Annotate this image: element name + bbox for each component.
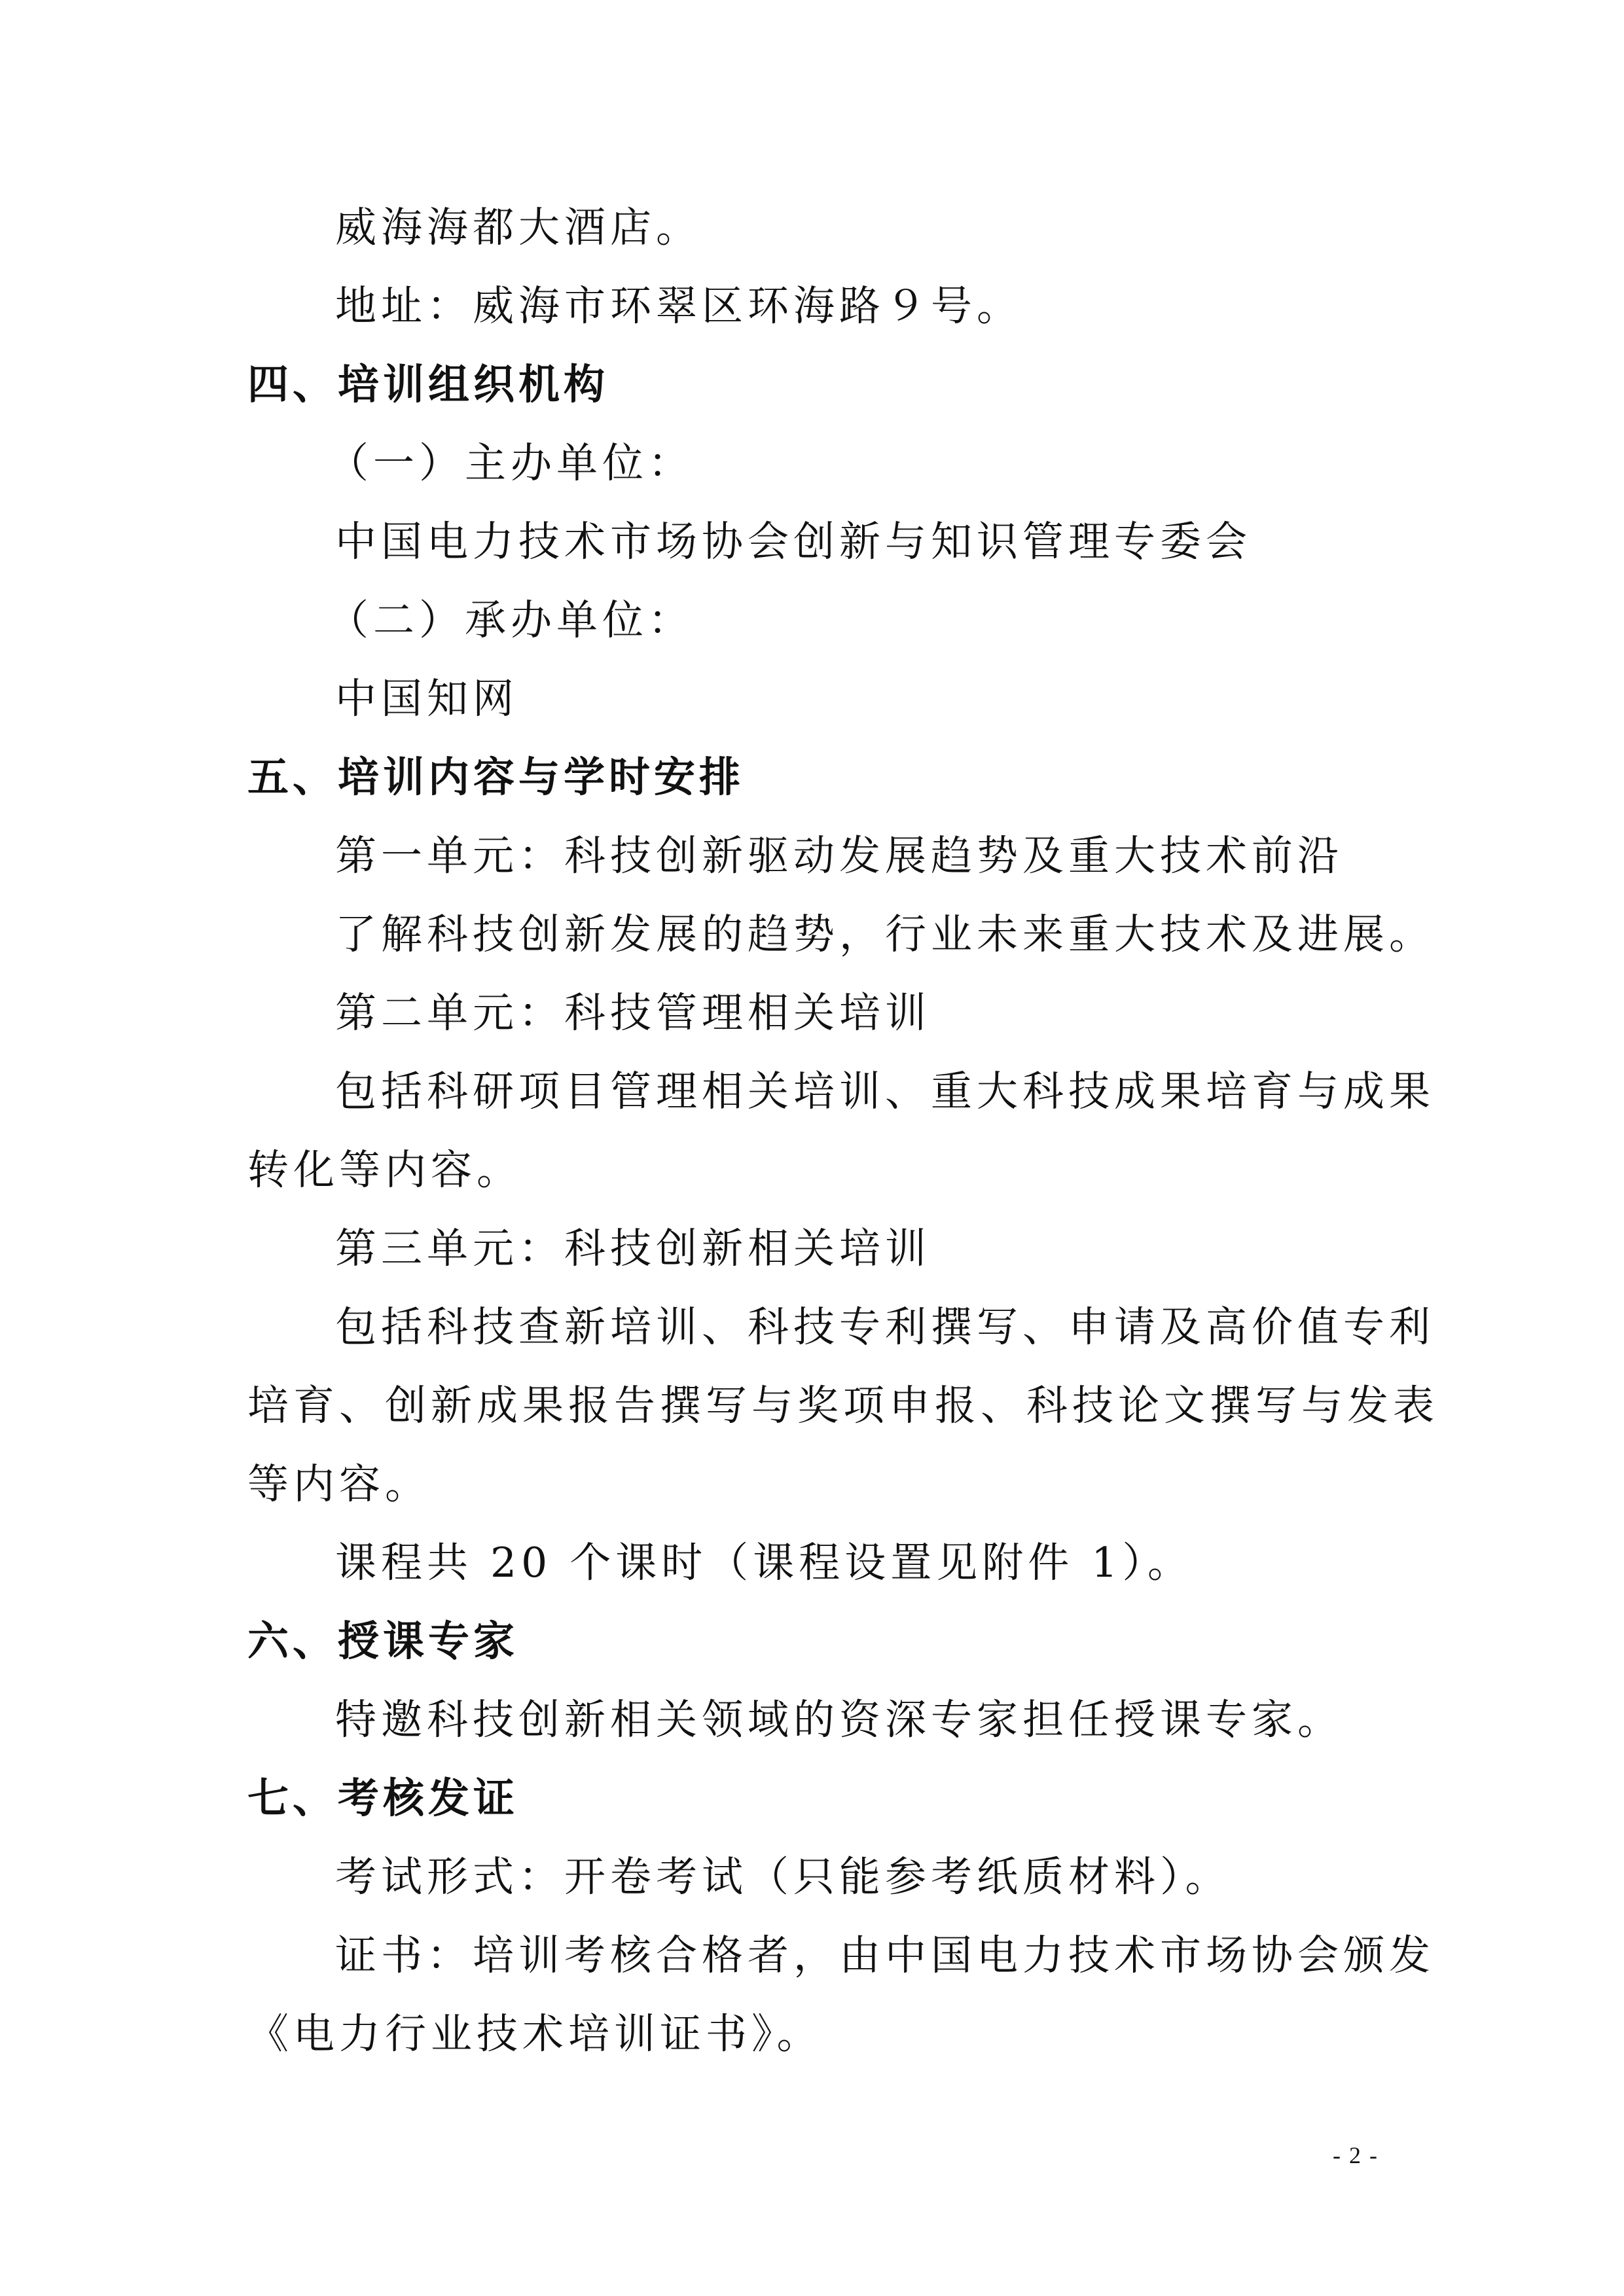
unit-2-desc-line-1: 包括科研项目管理相关培训、重大科技成果培育与成果 <box>335 1067 1435 1115</box>
section-heading-5: 五、培训内容与学时安排 <box>247 753 744 801</box>
venue-line: 威海海都大酒店。 <box>335 204 702 251</box>
page-number: - 2 - <box>1333 2142 1379 2168</box>
experts-line: 特邀科技创新相关领域的资深专家担任授课专家。 <box>335 1696 1343 1744</box>
unit-3-desc-line-2: 培育、创新成果报告撰写与奖项申报、科技论文撰写与发表 <box>247 1382 1439 1429</box>
section-heading-7: 七、考核发证 <box>247 1774 518 1822</box>
organizer-label: （一）主办单位： <box>327 439 694 487</box>
unit-3-desc-line-1: 包括科技查新培训、科技专利撰写、申请及高价值专利 <box>335 1303 1435 1351</box>
exam-format-line: 考试形式：开卷考试（只能参考纸质材料）。 <box>335 1853 1231 1901</box>
co-organizer-label: （二）承办单位： <box>327 596 694 644</box>
unit-1-title: 第一单元：科技创新驱动发展趋势及重大技术前沿 <box>335 832 1343 880</box>
co-organizer-value: 中国知网 <box>335 675 518 723</box>
unit-3-desc-line-3: 等内容。 <box>247 1460 431 1508</box>
unit-2-title: 第二单元：科技管理相关培训 <box>335 989 931 1037</box>
section-heading-4: 四、培训组织机构 <box>247 361 609 408</box>
certificate-line-2: 《电力行业技术培训证书》。 <box>247 2010 823 2058</box>
organizer-value: 中国电力技术市场协会创新与知识管理专委会 <box>335 518 1252 565</box>
course-hours-line: 课程共 20 个课时（课程设置见附件 1）。 <box>335 1539 1193 1587</box>
certificate-line-1: 证书：培训考核合格者，由中国电力技术市场协会颁发 <box>335 1931 1435 1979</box>
unit-3-title: 第三单元：科技创新相关培训 <box>335 1225 931 1272</box>
address-line: 地址：威海市环翠区环海路９号。 <box>335 282 1022 330</box>
unit-1-desc: 了解科技创新发展的趋势，行业未来重大技术及进展。 <box>335 910 1435 958</box>
section-heading-6: 六、授课专家 <box>247 1617 518 1665</box>
unit-2-desc-line-2: 转化等内容。 <box>247 1146 522 1194</box>
